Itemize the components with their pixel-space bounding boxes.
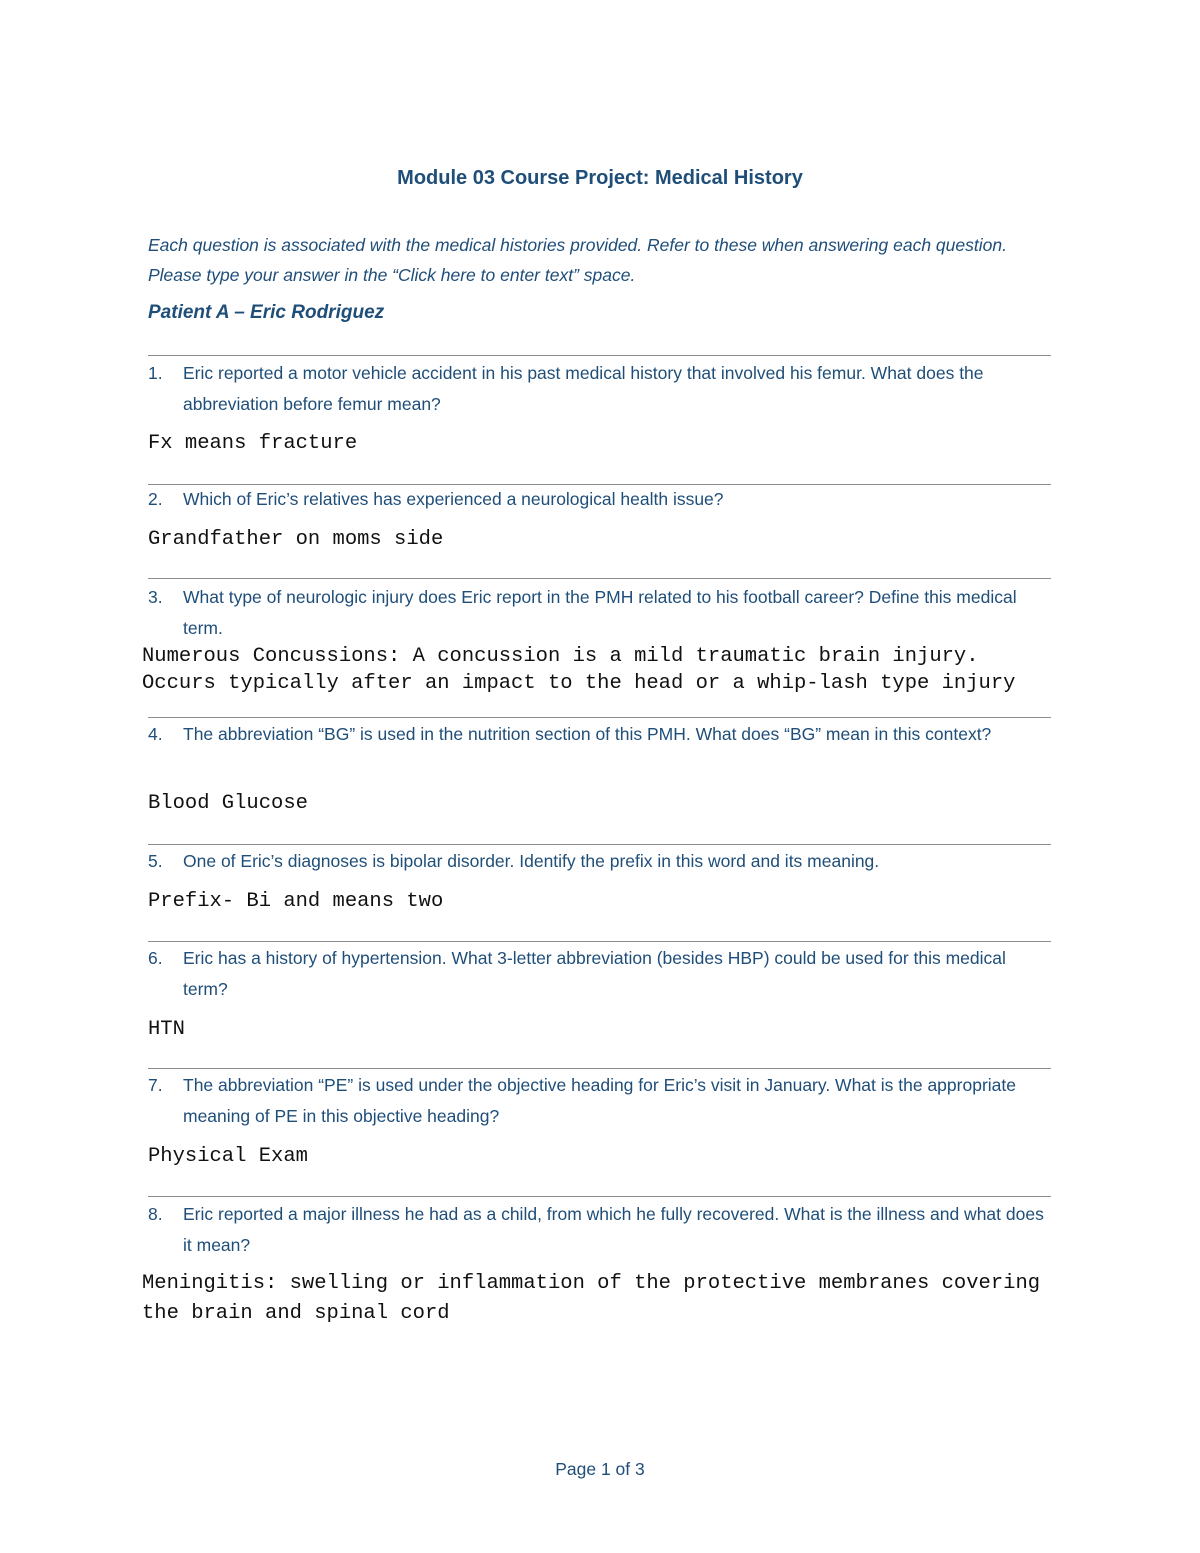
question-8 (148, 1199, 1048, 1261)
question-number: 3. (148, 587, 163, 607)
question-number: 7. (148, 1075, 163, 1095)
question-text: Eric reported a motor vehicle accident in his past medical history that involved his femur. What does the abbreviation before femur mean? (183, 363, 984, 414)
divider-line (148, 578, 1051, 579)
answer-1[interactable]: Fx means fracture (148, 432, 358, 455)
question-7 (148, 1070, 1048, 1132)
divider-line (148, 717, 1051, 718)
question-2 (148, 484, 1048, 515)
question-4 (148, 719, 1048, 750)
document-title: Module 03 Course Project: Medical History (397, 167, 803, 189)
question-number: 5. (148, 851, 163, 871)
answer-3[interactable]: Numerous Concussions: A concussion is a mild traumatic brain injury. Occurs typically after an impact to the head or a whip-lash type injury (142, 645, 1016, 695)
answer-8[interactable]: Meningitis: swelling or inflammation of the protective membranes covering the brain and spinal cord (142, 1272, 1041, 1325)
question-text: The abbreviation “PE” is used under the objective heading for Eric’s visit in January. What is the appropriate meaning of PE in this objective heading? (183, 1075, 1016, 1126)
answer-2[interactable]: Grandfather on moms side (148, 528, 444, 551)
question-text: Eric reported a major illness he had as a child, from which he fully recovered. What is the illness and what does it mean? (183, 1204, 1044, 1255)
patient-heading: Patient A – Eric Rodriguez (148, 302, 385, 323)
question-5 (148, 846, 1048, 877)
divider-line (148, 1068, 1051, 1069)
question-3 (148, 582, 1048, 644)
question-text: What type of neurologic injury does Eric report in the PMH related to his football career? Define this medical term. (183, 587, 1017, 638)
question-number: 2. (148, 489, 163, 509)
instructions-text: Each question is associated with the medical histories provided. Refer to these when answering each question. Please type your answer in the “Click here to enter text” space. (148, 235, 1007, 285)
answer-7[interactable]: Physical Exam (148, 1145, 308, 1168)
question-number: 6. (148, 948, 163, 968)
answer-6[interactable]: HTN (148, 1018, 185, 1041)
question-1 (148, 358, 1048, 420)
divider-line (148, 355, 1051, 356)
question-number: 8. (148, 1204, 163, 1224)
question-6 (148, 943, 1048, 1005)
question-text: One of Eric’s diagnoses is bipolar disorder. Identify the prefix in this word and its meaning. (183, 851, 880, 871)
answer-4[interactable]: Blood Glucose (148, 792, 308, 815)
divider-line (148, 844, 1051, 845)
question-number: 4. (148, 724, 163, 744)
question-text: The abbreviation “BG” is used in the nutrition section of this PMH. What does “BG” mean in this context? (183, 724, 992, 744)
question-text: Which of Eric’s relatives has experienced a neurological health issue? (183, 489, 724, 509)
divider-line (148, 941, 1051, 942)
page-number-footer: Page 1 of 3 (555, 1459, 645, 1479)
question-text: Eric has a history of hypertension. What 3-letter abbreviation (besides HBP) could be used for this medical term? (183, 948, 1006, 999)
question-number: 1. (148, 363, 163, 383)
divider-line (148, 1196, 1051, 1197)
answer-5[interactable]: Prefix- Bi and means two (148, 890, 444, 913)
